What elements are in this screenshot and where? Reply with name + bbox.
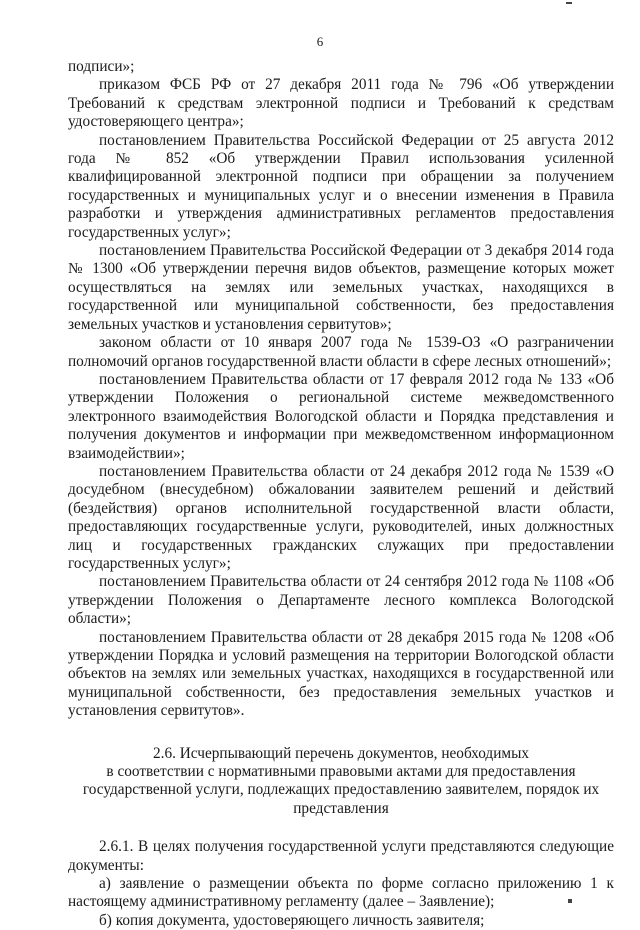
paragraph: постановлением Правительства Российской Федерации от 25 августа 2012 года № 852 «Об утверждении Правил использования усиленной квалифицированной электронной подписи при обращении за получением государственных и муниципальных услуг и о внесении изменения в Правила разработки и утверждения административных регламентов предоставления государственных услуг»; bbox=[68, 131, 614, 241]
document-body bbox=[68, 58, 614, 930]
scan-mark bbox=[566, 2, 572, 4]
legal-basis-list bbox=[68, 58, 614, 721]
section-heading-line: государственной услуги, подлежащих предоставлению заявителем, порядок их bbox=[82, 781, 600, 799]
scan-mark bbox=[568, 899, 572, 903]
paragraph: постановлением Правительства Российской Федерации от 3 декабря 2014 года № 1300 «Об утверждении перечня видов объектов, размещение которых может осуществляться на землях или земельных участках, находящихся в государственной или муниципальной собственности, без предоставления земельных участков и установления сервитутов»; bbox=[68, 242, 614, 333]
paragraph: постановлением Правительства области от 28 декабря 2015 года № 1208 «Об утверждении Порядка и условий размещения на территории Вологодской области объектов на землях или земельных участках, находящихся в государственной или муниципальной собственности, без предоставления земельных участков и установления сервитутов». bbox=[68, 628, 614, 720]
paragraph: а) заявление о размещении объекта по форме согласно приложению 1 к настоящему административному регламенту (далее – Заявление); bbox=[68, 875, 614, 911]
page-number: 6 bbox=[316, 34, 324, 49]
paragraph: 2.6.1. В целях получения государственной услуги представляются следующие документы: bbox=[68, 838, 614, 874]
paragraph: б) копия документа, удостоверяющего личность заявителя; bbox=[99, 911, 485, 929]
section-heading-line: представления bbox=[293, 799, 389, 817]
paragraph: постановлением Правительства области от 24 декабря 2012 года № 1539 «О досудебном (внесудебном) обжаловании заявителем решений и действий (бездействия) органов исполнительной государственной власти области, предоставляющих государственные услуги, руководителей, иных должностных лиц и государственных гражданских служащих при предоставлении государственных услуг»; bbox=[68, 462, 614, 572]
paragraph: законом области от 10 января 2007 года № 1539-ОЗ «О разграничении полномочий органов государственной власти области в сфере лесных отношений»; bbox=[68, 334, 614, 370]
section-heading bbox=[68, 745, 614, 819]
paragraph: подписи»; bbox=[68, 58, 135, 75]
paragraph: постановлением Правительства области от 24 сентября 2012 года № 1108 «Об утверждении Положения о Департаменте лесного комплекса Вологодской области»; bbox=[68, 573, 614, 628]
paragraph: приказом ФСБ РФ от 27 декабря 2011 года № 796 «Об утверждении Требований к средствам электронной подписи и Требований к средствам удостоверяющего центра»; bbox=[68, 76, 614, 131]
section-heading-line: 2.6. Исчерпывающий перечень документов, необходимых bbox=[152, 744, 530, 762]
paragraph: постановлением Правительства области от 17 февраля 2012 года № 133 «Об утверждении Положения о региональной системе межведомственного электронного взаимодействия Вологодской области и Порядка представления и получения документов и информации при межведомственном информационном взаимодействии»; bbox=[68, 370, 614, 462]
documents-list bbox=[68, 838, 614, 930]
section-heading-line: в соответствии с нормативными правовыми актами для предоставления bbox=[106, 763, 576, 781]
